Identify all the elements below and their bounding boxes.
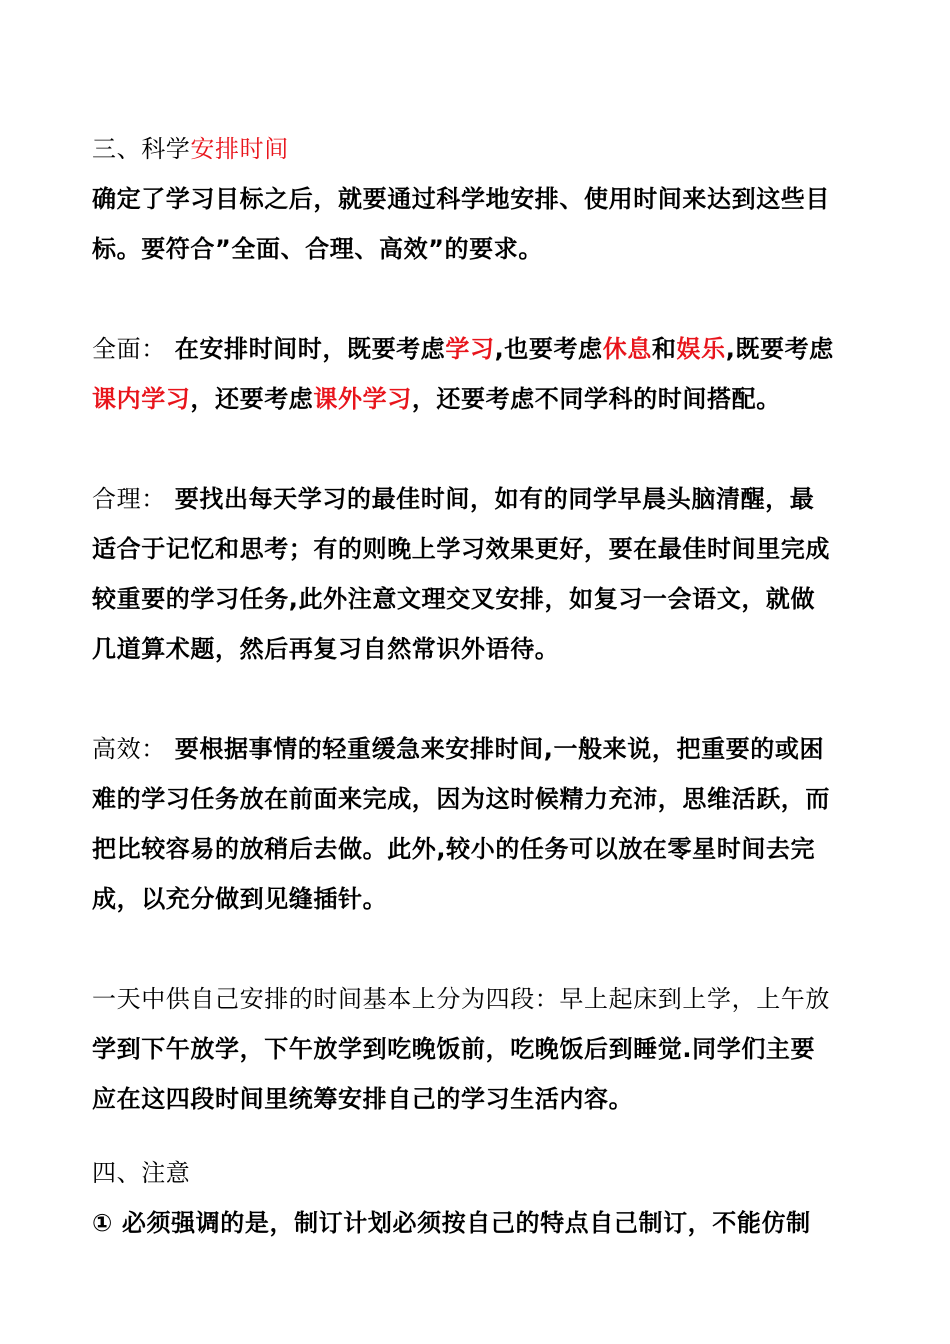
text-fragment: 在安排时间时，既要考虑 xyxy=(165,335,446,363)
daily-line-2: 学到下午放学，下午放学到吃晚饭前，吃晚饭后到睡觉.同学们主要 xyxy=(92,1035,816,1063)
efficient-line-2: 难的学习任务放在前面来完成，因为这时候精力充沛，思维活跃，而 xyxy=(92,785,830,813)
comprehensive-line-1 xyxy=(92,324,862,374)
highlight-in-class-study: 课内学习 xyxy=(92,385,191,413)
intro-line-1: 确定了学习目标之后，就要通过科学地安排、使用时间来达到这些目 xyxy=(92,185,830,213)
section-heading-schedule-time xyxy=(92,124,862,174)
comprehensive-line-2 xyxy=(92,374,862,424)
text-fragment: 要根据事情的轻重缓急来安排时间,一般来说，把重要的或困 xyxy=(165,735,825,763)
efficient-line-4: 成，以充分做到见缝插针。 xyxy=(92,885,388,913)
heading-prefix: 三、科学 xyxy=(92,135,191,163)
intro-line-2: 标。要符合”全面、合理、高效”的要求。 xyxy=(92,235,543,263)
reasonable-label: 合理： xyxy=(92,485,166,513)
paragraph-gap xyxy=(92,924,862,974)
paragraph-gap xyxy=(92,274,862,324)
text-fragment: ，还要考虑 xyxy=(190,385,314,413)
reasonable-line-4: 几道算术题，然后再复习自然常识外语待。 xyxy=(92,635,560,663)
text-fragment: 要找出每天学习的最佳时间，如有的同学早晨头脑清醒，最 xyxy=(165,485,815,513)
daily-line-1: 一天中供自己安排的时间基本上分为四段：早上起床到上学，上午放 xyxy=(92,985,830,1013)
paragraph-gap xyxy=(92,674,862,724)
text-fragment: ，还要考虑不同学科的时间搭配。 xyxy=(411,385,781,413)
text-fragment: ,也要考虑 xyxy=(494,335,603,363)
paragraph-gap xyxy=(92,424,862,474)
notes-item-1: ① 必须强调的是，制订计划必须按自己的特点自己制订，不能仿制 xyxy=(92,1209,811,1237)
comprehensive-label: 全面： xyxy=(92,335,166,363)
section-heading-notes: 四、注意 xyxy=(92,1159,191,1187)
document-page xyxy=(92,124,862,1248)
text-fragment: ,既要考虑 xyxy=(725,335,834,363)
daily-line-3: 应在这四段时间里统筹安排自己的学习生活内容。 xyxy=(92,1085,634,1113)
highlight-rest: 休息 xyxy=(602,335,652,363)
highlight-study: 学习 xyxy=(445,335,495,363)
reasonable-line-2: 适合于记忆和思考；有的则晚上学习效果更好，要在最佳时间里完成 xyxy=(92,535,830,563)
efficient-label: 高效： xyxy=(92,735,166,763)
highlight-entertainment: 娱乐 xyxy=(676,335,726,363)
efficient-line-3: 把比较容易的放稍后去做。此外,较小的任务可以放在零星时间去完 xyxy=(92,835,816,863)
text-fragment: 和 xyxy=(651,335,677,363)
heading-highlight: 安排时间 xyxy=(190,135,289,163)
reasonable-line-1 xyxy=(92,474,862,524)
highlight-extracurricular-study: 课外学习 xyxy=(313,385,412,413)
reasonable-line-3: 较重要的学习任务,此外注意文理交叉安排，如复习一会语文，就做 xyxy=(92,585,816,613)
efficient-line-1 xyxy=(92,724,862,774)
